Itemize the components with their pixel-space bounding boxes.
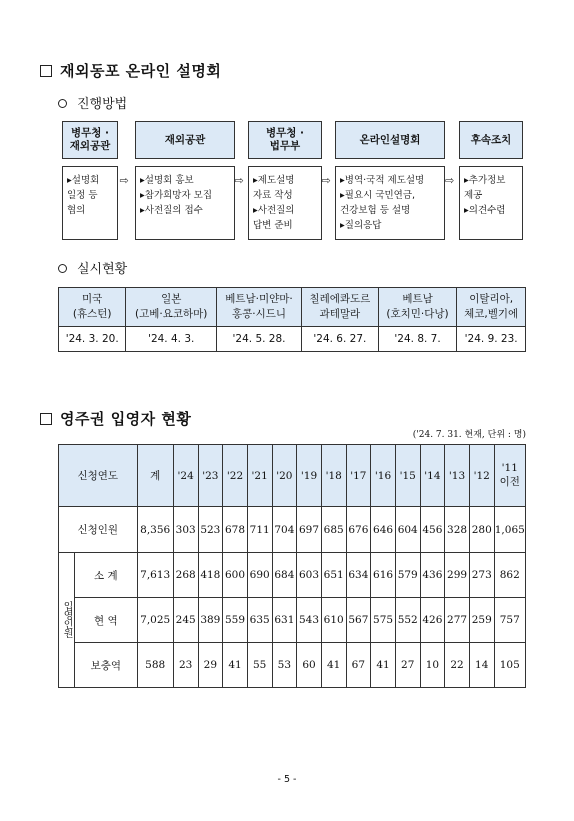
process-step-body	[335, 166, 445, 240]
stats-row-label: 현 역	[75, 598, 137, 643]
schedule-location-cell: 칠레에콰도르 과테말라	[301, 288, 378, 327]
stats-cell: 277	[445, 598, 470, 643]
stats-cell: 635	[247, 598, 272, 643]
process-step-item: ▸병역·국적 제도설명	[340, 175, 425, 186]
stats-cell: 567	[346, 598, 371, 643]
stats-cell: 631	[272, 598, 297, 643]
stats-cell: 41	[223, 643, 248, 688]
section-title-online-briefing	[40, 60, 221, 81]
stats-year-header: '17	[346, 445, 371, 507]
stats-header-row	[59, 445, 526, 507]
schedule-location-cell: 베트남·미얀마· 홍콩·시드니	[217, 288, 302, 327]
stats-cell: 757	[494, 598, 525, 643]
stats-cell: 651	[321, 553, 346, 598]
stats-cell: 22	[445, 643, 470, 688]
stats-cell: 23	[173, 643, 198, 688]
stats-cell: 426	[420, 598, 445, 643]
enlistment-stats-table	[58, 444, 526, 688]
schedule-location-cell: 미국 (휴스턴)	[59, 288, 126, 327]
stats-cell: 299	[445, 553, 470, 598]
stats-cell: 685	[321, 507, 346, 553]
flow-arrow-icon: ⇨	[119, 174, 129, 187]
stats-enlisted-group-label	[59, 553, 75, 688]
stats-cell: 105	[494, 643, 525, 688]
stats-cell: 559	[223, 598, 248, 643]
process-step-item: ▸의견수렴	[464, 205, 506, 216]
process-step-item: ▸사전질의 접수	[140, 205, 203, 216]
stats-year-header: '14	[420, 445, 445, 507]
stats-cell: 711	[247, 507, 272, 553]
stats-cell: 10	[420, 643, 445, 688]
stats-cell: 14	[469, 643, 494, 688]
schedule-location-cell: 일본 (고베·요코하마)	[126, 288, 217, 327]
flow-arrow-icon: ⇨	[445, 174, 455, 187]
stats-cell: 418	[198, 553, 223, 598]
circle-bullet-icon	[58, 99, 67, 108]
process-step-header: 재외공관	[135, 121, 235, 159]
flow-arrow-icon: ⇨	[321, 174, 331, 187]
stats-cell: 676	[346, 507, 371, 553]
stats-cell: 523	[198, 507, 223, 553]
subtitle-status	[58, 258, 127, 277]
stats-enlisted-row	[59, 598, 526, 643]
stats-cell: 268	[173, 553, 198, 598]
briefing-schedule-table	[58, 287, 526, 352]
schedule-date-cell: '24. 6. 27.	[301, 327, 378, 352]
stats-cell: 600	[223, 553, 248, 598]
stats-row-label: 신청인원	[59, 507, 138, 553]
stats-enlisted-group-text: 입영인원	[61, 600, 73, 637]
stats-cell: 389	[198, 598, 223, 643]
stats-year-header: '20	[272, 445, 297, 507]
stats-cell: 575	[371, 598, 396, 643]
circle-bullet-icon	[58, 264, 67, 273]
stats-year-header: 계	[137, 445, 173, 507]
stats-applicants-row	[59, 507, 526, 553]
stats-year-header: '21	[247, 445, 272, 507]
stats-year-header: '13	[445, 445, 470, 507]
stats-year-header: '11 이전	[494, 445, 525, 507]
stats-cell: 456	[420, 507, 445, 553]
stats-cell: 41	[321, 643, 346, 688]
process-step-body	[248, 166, 322, 240]
stats-cell: 55	[247, 643, 272, 688]
flow-arrow-icon: ⇨	[234, 174, 244, 187]
stats-cell: 704	[272, 507, 297, 553]
stats-cell: 436	[420, 553, 445, 598]
stats-cell: 303	[173, 507, 198, 553]
schedule-date-cell: '24. 4. 3.	[126, 327, 217, 352]
schedule-date-row	[59, 327, 526, 352]
stats-cell: 60	[297, 643, 322, 688]
process-step-header: 병무청 · 재외공관	[62, 121, 118, 159]
stats-cell: 552	[395, 598, 420, 643]
stats-cell: 7,613	[137, 553, 173, 598]
stats-year-header: '19	[297, 445, 322, 507]
stats-cell: 690	[247, 553, 272, 598]
stats-cell: 684	[272, 553, 297, 598]
stats-cell: 646	[371, 507, 396, 553]
stats-year-label: 신청연도	[59, 445, 138, 507]
process-step-body	[459, 166, 523, 240]
schedule-date-cell: '24. 3. 20.	[59, 327, 126, 352]
process-step-item: ▸사전질의 답변 준비	[253, 205, 295, 231]
unit-note: ('24. 7. 31. 현재, 단위 : 명)	[412, 430, 526, 440]
square-bullet-icon	[40, 413, 52, 425]
process-step-body	[62, 166, 118, 240]
stats-cell: 41	[371, 643, 396, 688]
subtitle-method	[58, 93, 127, 112]
page-number: - 5 -	[277, 774, 297, 785]
schedule-location-cell: 이탈리아, 체코,벨기에	[457, 288, 526, 327]
stats-year-header: '12	[469, 445, 494, 507]
stats-cell: 29	[198, 643, 223, 688]
process-step-item: ▸참가희망자 모집	[140, 190, 213, 201]
stats-cell: 7,025	[137, 598, 173, 643]
stats-year-header: '23	[198, 445, 223, 507]
stats-cell: 27	[395, 643, 420, 688]
stats-cell: 328	[445, 507, 470, 553]
square-bullet-icon	[40, 65, 52, 77]
stats-enlisted-row	[59, 553, 526, 598]
stats-cell: 610	[321, 598, 346, 643]
schedule-date-cell: '24. 8. 7.	[378, 327, 457, 352]
process-step-header: 후속조치	[459, 121, 523, 159]
stats-cell: 8,356	[137, 507, 173, 553]
stats-cell: 67	[346, 643, 371, 688]
stats-year-header: '24	[173, 445, 198, 507]
stats-cell: 603	[297, 553, 322, 598]
stats-cell: 604	[395, 507, 420, 553]
stats-cell: 634	[346, 553, 371, 598]
stats-cell: 697	[297, 507, 322, 553]
stats-cell: 245	[173, 598, 198, 643]
stats-cell: 53	[272, 643, 297, 688]
section-title-text: 재외동포 온라인 설명회	[60, 62, 222, 80]
process-step-item: ▸필요시 국민연금, 건강보험 등 설명	[340, 190, 416, 216]
stats-cell: 273	[469, 553, 494, 598]
process-step-header: 온라인설명회	[335, 121, 445, 159]
stats-year-header: '18	[321, 445, 346, 507]
stats-row-label: 소 계	[75, 553, 137, 598]
subtitle-status-text: 실시현황	[77, 262, 128, 277]
stats-year-header: '16	[371, 445, 396, 507]
section-title-text: 영주권 입영자 현황	[60, 410, 192, 428]
stats-year-header: '15	[395, 445, 420, 507]
stats-cell: 543	[297, 598, 322, 643]
schedule-date-cell: '24. 9. 23.	[457, 327, 526, 352]
process-step-item: ▸제도설명 자료 작성	[253, 175, 295, 201]
schedule-location-row	[59, 288, 526, 327]
schedule-date-cell: '24. 5. 28.	[217, 327, 302, 352]
stats-cell: 678	[223, 507, 248, 553]
stats-enlisted-row	[59, 643, 526, 688]
process-step-item: ▸추가정보 제공	[464, 175, 506, 201]
section-title-enlistment	[40, 408, 191, 429]
stats-cell: 1,065	[494, 507, 525, 553]
process-step-body	[135, 166, 235, 240]
stats-year-header: '22	[223, 445, 248, 507]
process-step-header: 병무청 · 법무부	[248, 121, 322, 159]
process-step-item: ▸질의응답	[340, 220, 382, 231]
stats-row-label: 보충역	[75, 643, 137, 688]
stats-cell: 259	[469, 598, 494, 643]
stats-cell: 862	[494, 553, 525, 598]
stats-cell: 588	[137, 643, 173, 688]
stats-cell: 280	[469, 507, 494, 553]
stats-cell: 616	[371, 553, 396, 598]
process-step-item: ▸설명회 홍보	[140, 175, 194, 186]
process-step-item: ▸설명회 일정 등 협의	[67, 175, 100, 216]
subtitle-method-text: 진행방법	[77, 97, 128, 112]
stats-cell: 579	[395, 553, 420, 598]
schedule-location-cell: 베트남 (호치민·다낭)	[378, 288, 457, 327]
